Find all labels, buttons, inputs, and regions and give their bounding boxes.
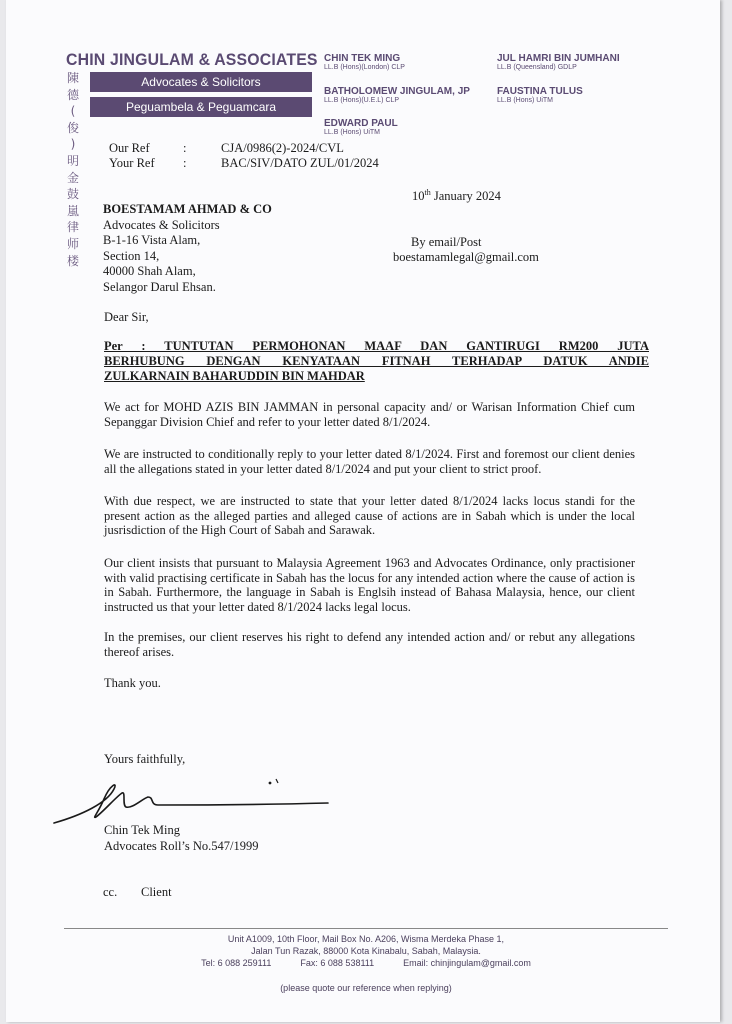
- chinese-char: 鼓: [66, 187, 79, 202]
- footer-note: (please quote our reference when replying): [280, 983, 452, 993]
- chinese-char: 楼: [66, 253, 79, 268]
- ref-colon: :: [183, 141, 187, 155]
- firm-band-english: Advocates & Solicitors: [90, 72, 312, 92]
- subject-line-1: Per : TUNTUTAN PERMOHONAN MAAF DAN GANTIRUGI RM200 JUTA: [104, 339, 649, 353]
- paragraph-4: Our client insists that pursuant to Malaysia Agreement 1963 and Advocates Ordinance, only practisioner with valid practising certificate in Sabah has the locus for any intended action where the cause of action is in Sabah. Furthermore, the language in Sabah is Englsih instead of Bahasa Malaysia, hence, our client instructed us that your letter dated 8/1/2024 lacks legal locus.: [104, 556, 635, 614]
- chinese-char: 嵐: [66, 203, 79, 218]
- cc-label: cc.: [103, 885, 118, 899]
- our-ref-value: CJA/0986(2)-2024/CVL: [221, 141, 344, 155]
- firm-name: CHIN JINGULAM & ASSOCIATES: [66, 50, 318, 69]
- recipient-line: Selangor Darul Ehsan.: [103, 279, 216, 294]
- chinese-char: 师: [66, 236, 79, 251]
- footer-address-1: Unit A1009, 10th Floor, Mail Box No. A206, Wisma Merdeka Phase 1,: [227, 934, 505, 944]
- partner-qualification: LL.B (Hons) UiTM: [497, 97, 554, 104]
- date-rest: January 2024: [430, 189, 501, 204]
- recipient-line: Section 14,: [103, 248, 160, 263]
- partner-qualification: LL.B (Hons)(U.E.L) CLP: [324, 97, 400, 104]
- paragraph-3: With due respect, we are instructed to state that your letter dated 8/1/2024 lacks locus standi for the present action as the alleged parties and alleged cause of actions are in Sabah which is under the local jusrisdiction of the High Court of Sabah and Sarawak.: [104, 494, 635, 537]
- recipient-line: B-1-16 Vista Alam,: [103, 233, 201, 247]
- partner-name: JUL HAMRI BIN JUMHANI: [497, 53, 620, 64]
- recipient-line: Advocates & Solicitors: [103, 217, 220, 232]
- chinese-char: ): [70, 137, 76, 152]
- our-ref-row: [109, 141, 344, 156]
- your-ref-row: [109, 156, 379, 171]
- chinese-char: 德: [66, 87, 79, 102]
- partner-5: [497, 86, 583, 104]
- chinese-firm-name: [66, 70, 80, 269]
- footer-email: Email: chinjingulam@gmail.com: [403, 958, 531, 968]
- paragraph-1: We act for MOHD AZIS BIN JAMMAN in personal capacity and/ or Warisan Information Chief cum Sepanggar Division Chief and refer to your letter dated 8/1/2024.: [104, 400, 635, 429]
- cc-value: Client: [141, 885, 172, 899]
- our-ref-label: Our Ref: [109, 141, 150, 155]
- closing-line: Yours faithfully,: [104, 752, 186, 766]
- partner-qualification: LL.B (Queensland) GDLP: [497, 64, 577, 71]
- partner-2: [324, 86, 470, 104]
- partner-name: FAUSTINA TULUS: [497, 86, 583, 97]
- ref-colon: :: [183, 156, 187, 170]
- footer-tel: Tel: 6 088 259111: [201, 958, 272, 968]
- date-day: 10: [412, 189, 425, 204]
- chinese-char: (: [70, 104, 76, 119]
- chinese-char: 金: [66, 170, 79, 185]
- paragraph-2: We are instructed to conditionally reply to your letter dated 8/1/2024. First and foremost our client denies all the allegations stated in your letter dated 8/1/2024 and put your client to strict proof.: [104, 447, 635, 476]
- partner-name: BATHOLOMEW JINGULAM, JP: [324, 86, 470, 97]
- signatory-name: Chin Tek Ming: [104, 823, 180, 837]
- partner-name: EDWARD PAUL: [324, 118, 398, 129]
- partner-3: [324, 118, 398, 136]
- letter-page: [6, 0, 720, 1022]
- chinese-char: 律: [66, 220, 79, 235]
- footer-divider: [64, 928, 668, 929]
- salutation: Dear Sir,: [104, 310, 149, 324]
- partner-1: [324, 53, 405, 71]
- partner-4: [497, 53, 620, 71]
- thanks-line: Thank you.: [104, 676, 161, 690]
- chinese-char: 明: [66, 153, 79, 168]
- delivery-method: By email/Post: [411, 235, 482, 249]
- footer-fax: Fax: 6 088 538111: [300, 958, 375, 968]
- recipient-line: 40000 Shah Alam,: [103, 264, 196, 278]
- footer-contacts: [64, 958, 668, 968]
- recipient-block: [103, 202, 272, 295]
- partner-qualification: LL.B (Hons) UiTM: [324, 129, 381, 136]
- partner-qualification: LL.B (Hons)(London) CLP: [324, 64, 405, 71]
- chinese-char: 俊: [66, 120, 79, 135]
- partner-name: CHIN TEK MING: [324, 53, 401, 64]
- your-ref-value: BAC/SIV/DATO ZUL/01/2024: [221, 156, 379, 170]
- delivery-email: boestamamlegal@gmail.com: [393, 250, 539, 264]
- subject-line-3: ZULKARNAIN BAHARUDDIN BIN MAHDAR: [104, 369, 365, 383]
- paragraph-5: In the premises, our client reserves his right to defend any intended action and/ or rebut any allegations thereof arises.: [104, 630, 635, 659]
- footer-address-2: Jalan Tun Razak, 88000 Kota Kinabalu, Sabah, Malaysia.: [251, 946, 481, 956]
- chinese-char: 陳: [66, 71, 79, 85]
- signatory-block: [104, 823, 259, 854]
- your-ref-label: Your Ref: [109, 156, 155, 170]
- subject-line-2: BERHUBUNG DENGAN KENYATAAN FITNAH TERHADAP DATUK ANDIE: [104, 354, 649, 368]
- date-suffix: th: [424, 188, 431, 197]
- subject-heading: [104, 339, 649, 384]
- recipient-name: BOESTAMAM AHMAD & CO: [103, 202, 272, 216]
- letter-date: [412, 188, 501, 204]
- firm-band-malay: Peguambela & Peguamcara: [90, 97, 312, 117]
- signatory-roll: Advocates Roll’s No.547/1999: [104, 838, 259, 853]
